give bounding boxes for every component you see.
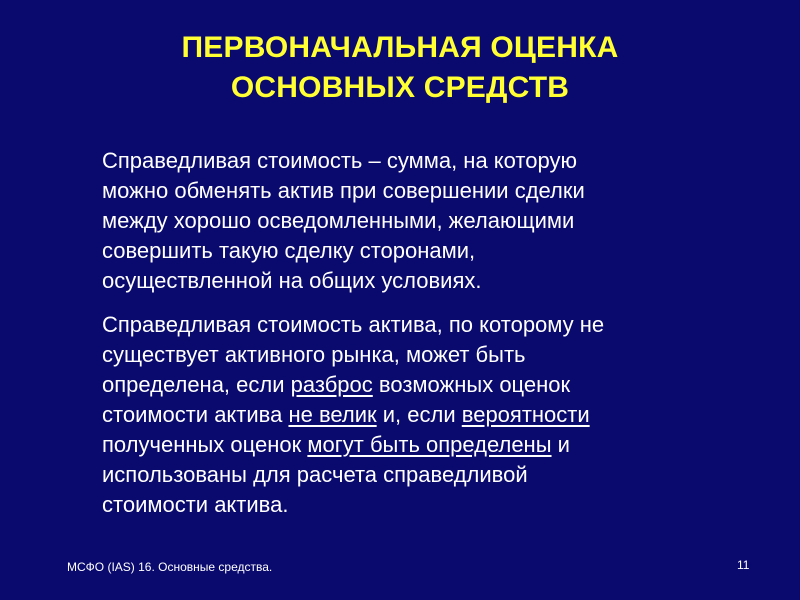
text-fragment: определена, если <box>102 372 291 397</box>
paragraph-2-line-4 <box>102 400 722 430</box>
underlined-term-not-large: не велик <box>288 402 377 427</box>
text-fragment: и <box>551 432 570 457</box>
paragraph-1-line-4: совершить такую сделку сторонами, <box>102 238 476 263</box>
paragraph-2-line-3 <box>102 370 722 400</box>
paragraph-1-line-5: осуществленной на общих условиях. <box>102 268 482 293</box>
text-fragment: полученных оценок <box>102 432 308 457</box>
text-fragment: возможных оценок <box>372 372 571 397</box>
underlined-term-can-be-determined: могут быть определены <box>307 432 552 457</box>
underlined-term-spread: разброс <box>290 372 373 397</box>
title-line-1: ПЕРВОНАЧАЛЬНАЯ ОЦЕНКА <box>181 31 619 64</box>
paragraph-1-line-2: можно обменять актив при совершении сделки <box>102 178 585 203</box>
paragraph-1-line-1: Справедливая стоимость – сумма, на которую <box>102 148 577 173</box>
text-fragment: и, если <box>376 402 462 427</box>
paragraph-2-line-1: Справедливая стоимость актива, по которому не <box>102 312 605 337</box>
fair-value-paragraph <box>102 310 722 520</box>
paragraph-2-line-7: стоимости актива. <box>102 492 289 517</box>
slide-body <box>102 146 722 534</box>
underlined-term-probabilities: вероятности <box>461 402 590 427</box>
paragraph-2-line-6: использованы для расчета справедливой <box>102 462 528 487</box>
text-fragment: стоимости актива <box>102 402 289 427</box>
slide-footer: МСФО (IAS) 16. Основные средства. <box>67 560 273 574</box>
title-line-2: ОСНОВНЫХ СРЕДСТВ <box>230 71 570 104</box>
paragraph-2-line-5 <box>102 430 722 460</box>
page-number: 11 <box>737 558 750 572</box>
paragraph-2-line-2: существует активного рынка, может быть <box>102 342 526 367</box>
definition-paragraph <box>102 146 722 296</box>
slide-title <box>60 28 740 108</box>
paragraph-1-line-3: между хорошо осведомленными, желающими <box>102 208 575 233</box>
